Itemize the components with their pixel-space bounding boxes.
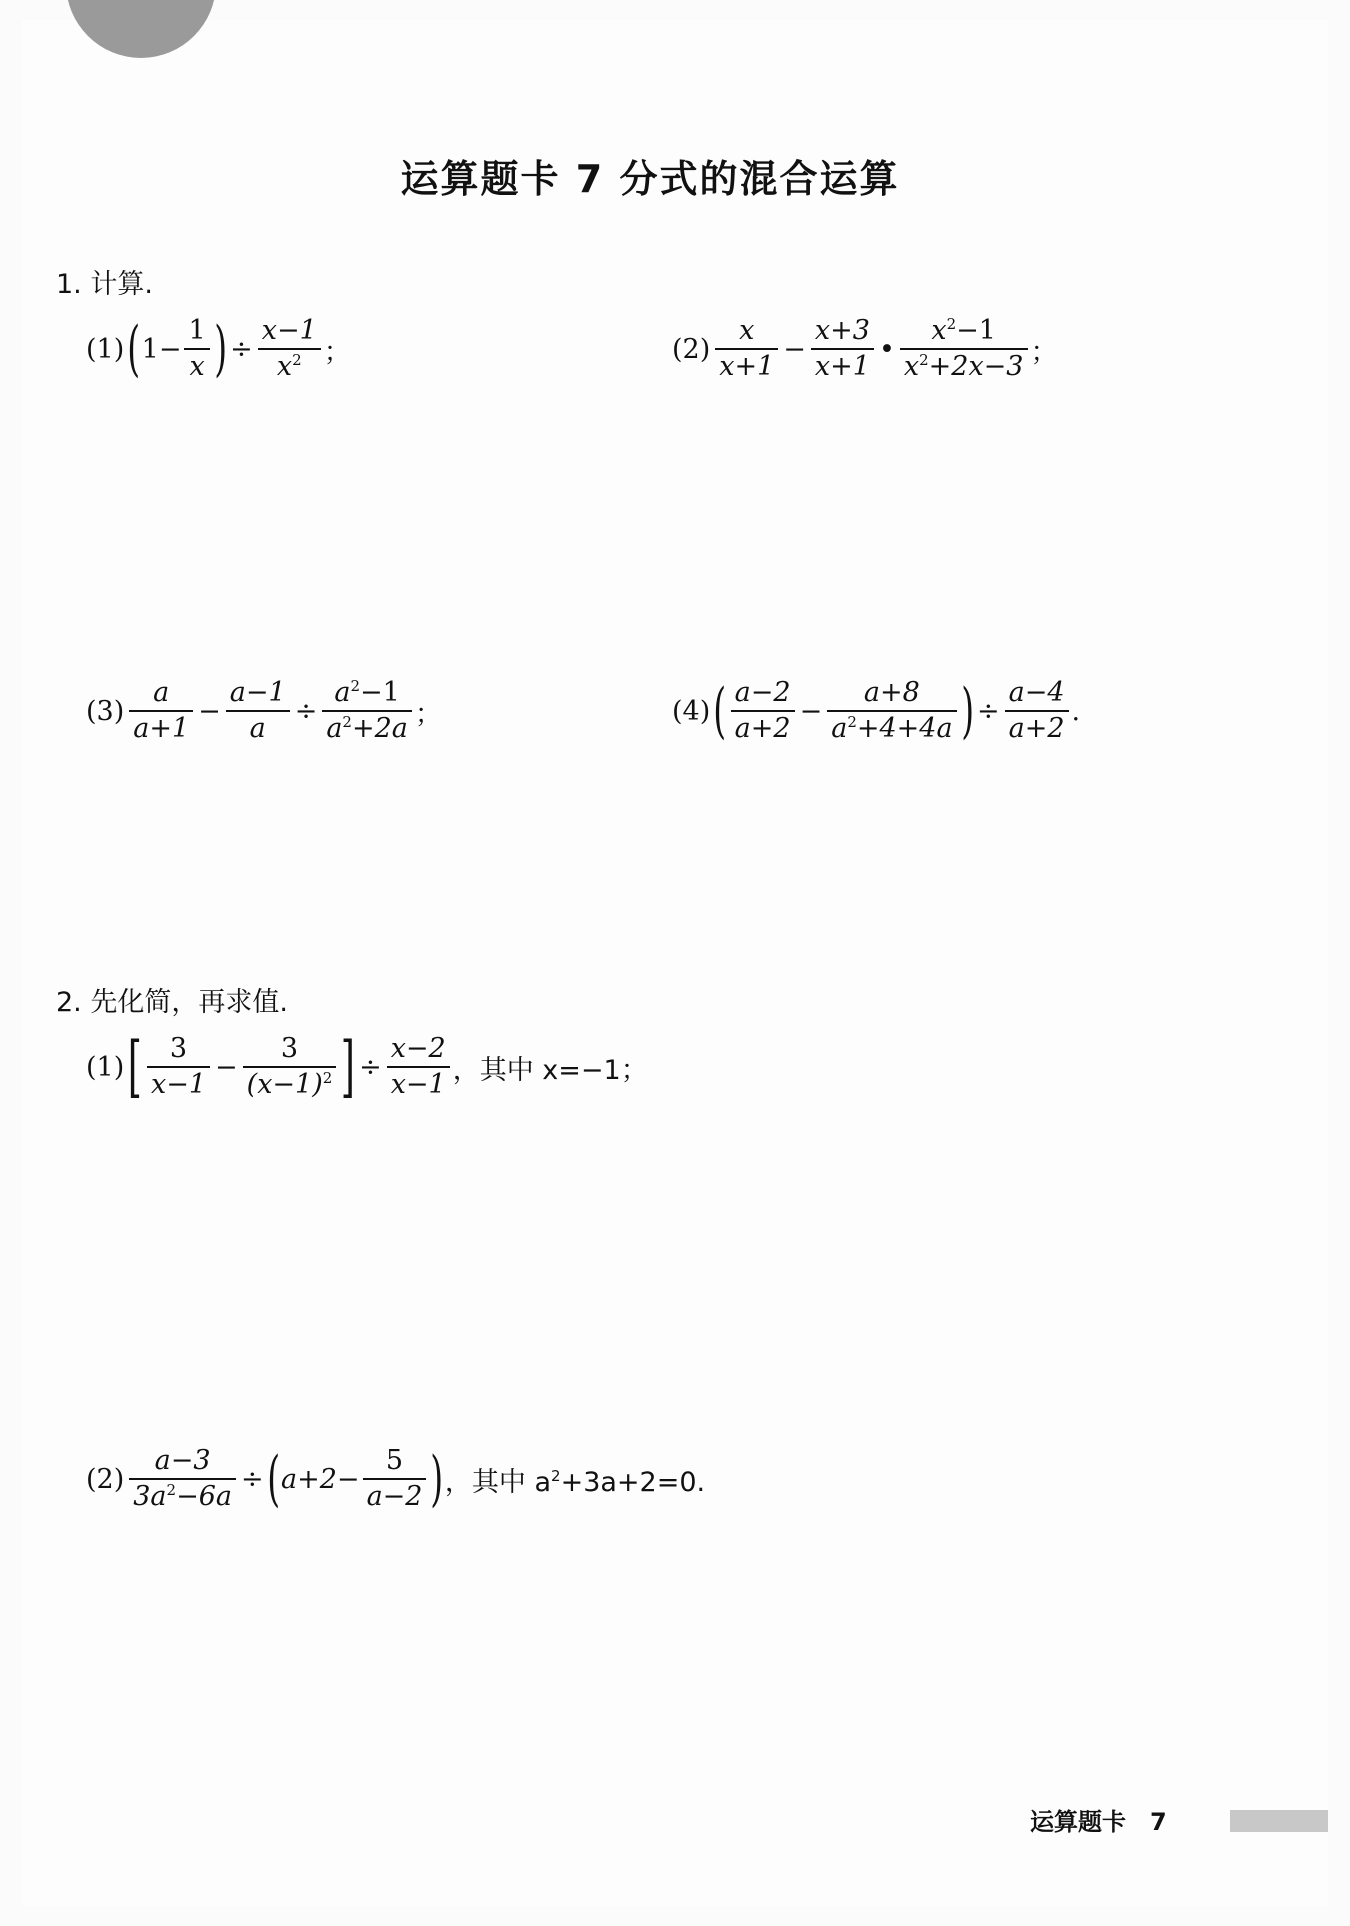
punctuation: ；: [414, 698, 442, 730]
operator: ÷: [976, 695, 1000, 727]
condition: ，其中 $a^2+3a+2=0$.: [444, 1466, 706, 1498]
operator: −: [215, 1051, 238, 1083]
right-paren: ): [213, 314, 227, 384]
footer-label: 运算题卡: [1030, 1808, 1126, 1836]
operator: •: [878, 333, 895, 365]
fraction: $\frac{1}{x}$: [184, 316, 209, 382]
page-footer: [1030, 1802, 1167, 1837]
operator: −: [783, 333, 806, 365]
fraction: $\frac{a-3}{3a^2-6a}$: [129, 1446, 236, 1512]
fraction: $\frac{a^2-1}{a^2+2a}$: [322, 678, 412, 744]
q1-problem-3: [86, 678, 442, 744]
question-2-heading: 2. 先化简，再求值.: [56, 987, 288, 1018]
q1-problem-4: [672, 678, 1080, 744]
page-number: 7: [1150, 1808, 1167, 1836]
operator: ÷: [230, 333, 253, 365]
condition: ，其中 x=−1；: [452, 1054, 648, 1086]
operator: −: [799, 695, 823, 727]
page-sheet: [22, 20, 1328, 1906]
footer-bar: [1230, 1810, 1328, 1832]
term: a+2−: [281, 1463, 360, 1495]
punctuation: .: [1071, 695, 1081, 727]
problem-number: (4): [672, 695, 711, 727]
right-bracket: ]: [341, 1028, 356, 1105]
problem-number: (2): [672, 333, 711, 365]
fraction: $\frac{x-1}{x^2}$: [258, 316, 321, 382]
q2-problem-1: [86, 1028, 648, 1105]
operator: ÷: [240, 1463, 264, 1495]
fraction: $\frac{a}{a+1}$: [129, 678, 193, 744]
q1-problem-1: [86, 316, 351, 382]
fraction: $\frac{a-2}{a+2}$: [731, 678, 795, 744]
operator: ÷: [294, 695, 318, 727]
right-paren: ): [430, 1444, 444, 1514]
punctuation: ；: [1030, 336, 1058, 368]
operator: −: [198, 695, 221, 727]
fraction: $\frac{x^2-1}{x^2+2x-3}$: [900, 316, 1028, 382]
operator: ÷: [359, 1051, 382, 1083]
fraction: $\frac{x+3}{x+1}$: [811, 316, 874, 382]
problem-number: (2): [86, 1463, 125, 1495]
left-paren: (: [713, 676, 727, 746]
question-1-heading: 1. 计算.: [56, 269, 153, 300]
fraction: $\frac{x-2}{x-1}$: [387, 1034, 450, 1100]
fraction: $\frac{a-1}{a}$: [226, 678, 290, 744]
fraction: $\frac{3}{x-1}$: [147, 1034, 210, 1100]
problem-number: (1): [86, 333, 125, 365]
fraction: $\frac{a+8}{a^2+4+4a}$: [827, 678, 956, 744]
right-paren: ): [960, 676, 974, 746]
problem-number: (3): [86, 695, 125, 727]
left-paren: (: [127, 314, 141, 384]
left-bracket: [: [128, 1028, 143, 1105]
left-paren: (: [266, 1444, 280, 1514]
fraction: $\frac{x}{x+1}$: [715, 316, 778, 382]
problem-number: (1): [86, 1051, 125, 1083]
q2-problem-2: [86, 1446, 705, 1512]
page-title: 运算题卡 7 分式的混合运算: [400, 157, 900, 201]
punctuation: ；: [323, 336, 351, 368]
fraction: $\frac{3}{(x-1)^2}$: [243, 1034, 337, 1100]
q1-problem-2: [672, 316, 1058, 382]
term: 1−: [141, 333, 182, 365]
fraction: $\frac{a-4}{a+2}$: [1005, 678, 1069, 744]
fraction: $\frac{5}{a-2}$: [363, 1446, 427, 1512]
